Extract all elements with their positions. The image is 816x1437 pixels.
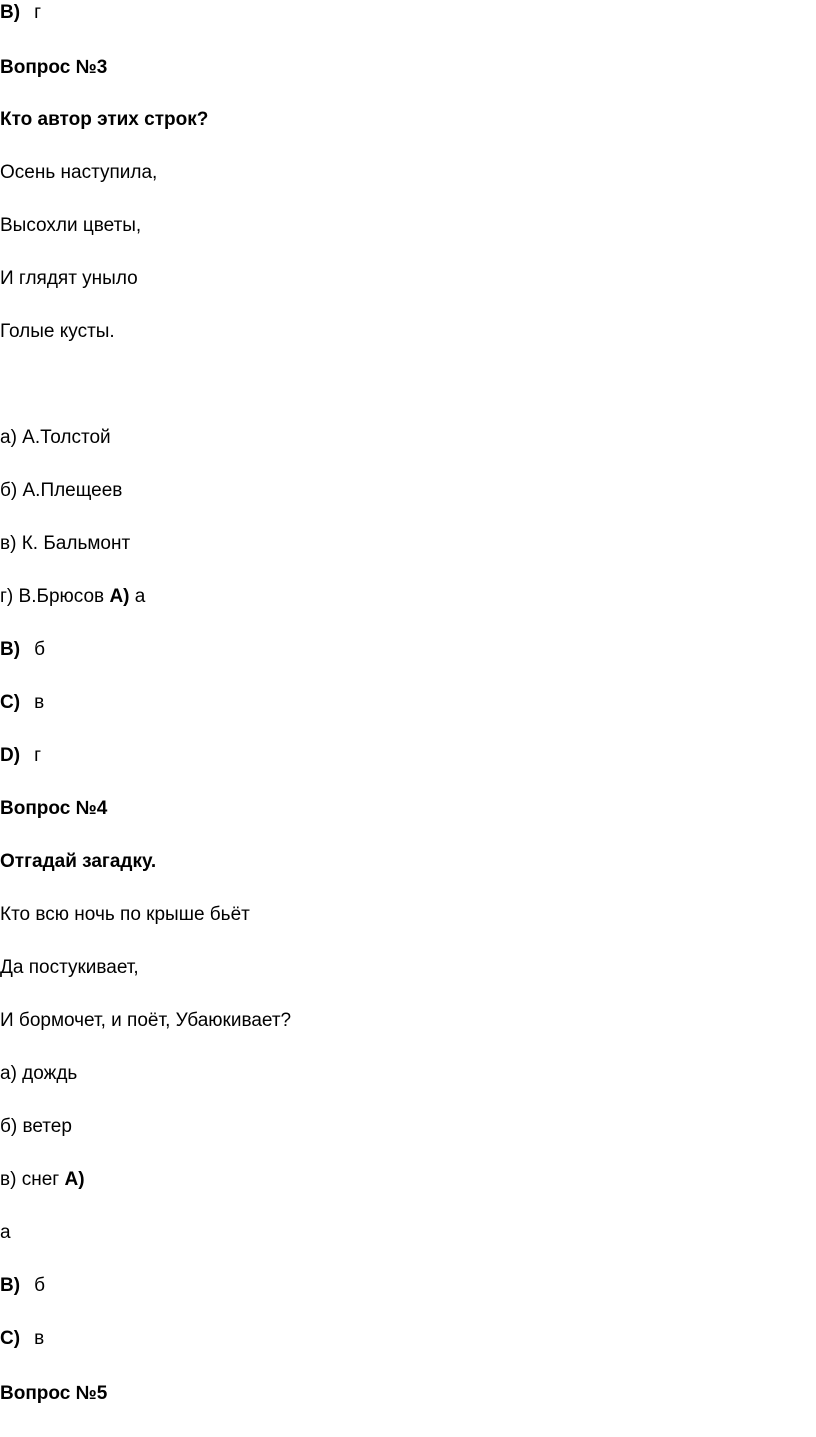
- answer-option-c: [0, 690, 44, 716]
- choice-item: а) А.Толстой: [0, 427, 111, 448]
- option-value: в: [34, 1328, 45, 1349]
- answer-option-b: [0, 1273, 45, 1299]
- question-4-prompt: Отгадай загадку.: [0, 851, 157, 872]
- option-letter: C): [0, 1328, 21, 1349]
- choice-item-with-answer: [0, 1167, 85, 1193]
- riddle-line: Да постукивает,: [0, 957, 139, 978]
- answer-option-b: [0, 637, 45, 663]
- choice-item-with-answer: [0, 584, 145, 610]
- poem-line: Осень наступила,: [0, 162, 158, 183]
- poem-line: Высохли цветы,: [0, 215, 142, 236]
- option-value: а: [134, 586, 146, 607]
- poem-line: Голые кусты.: [0, 321, 115, 342]
- riddle-line: И бормочет, и поёт, Убаюкивает?: [0, 1010, 292, 1031]
- option-value: в: [34, 692, 45, 713]
- option-value: а: [0, 1222, 11, 1243]
- choice-item: а) дождь: [0, 1063, 78, 1084]
- choice-item: б) А.Плещеев: [0, 480, 123, 501]
- option-value: б: [34, 1275, 45, 1296]
- option-letter: C): [0, 692, 21, 713]
- choice-text: в) снег: [0, 1169, 60, 1190]
- answer-option-b: [0, 0, 41, 26]
- question-4-title: Вопрос №4: [0, 798, 108, 819]
- option-letter: A): [109, 586, 130, 607]
- option-letter: B): [0, 639, 21, 660]
- choice-item: в) К. Бальмонт: [0, 533, 131, 554]
- option-value: б: [34, 639, 45, 660]
- option-letter: D): [0, 745, 21, 766]
- riddle-line: Кто всю ночь по крыше бьёт: [0, 904, 250, 925]
- question-3-prompt: Кто автор этих строк?: [0, 109, 209, 130]
- choice-text: г) В.Брюсов: [0, 586, 105, 607]
- option-letter: B): [0, 1275, 21, 1296]
- option-value: г: [34, 2, 41, 23]
- poem-line: И глядят уныло: [0, 268, 138, 289]
- question-3-title: Вопрос №3: [0, 57, 108, 78]
- answer-option-c: [0, 1326, 44, 1352]
- answer-option-d: [0, 743, 41, 769]
- option-letter: B): [0, 2, 21, 23]
- choice-item: б) ветер: [0, 1116, 72, 1137]
- option-letter: A): [64, 1169, 85, 1190]
- option-value: г: [34, 745, 41, 766]
- question-5-title: Вопрос №5: [0, 1383, 108, 1404]
